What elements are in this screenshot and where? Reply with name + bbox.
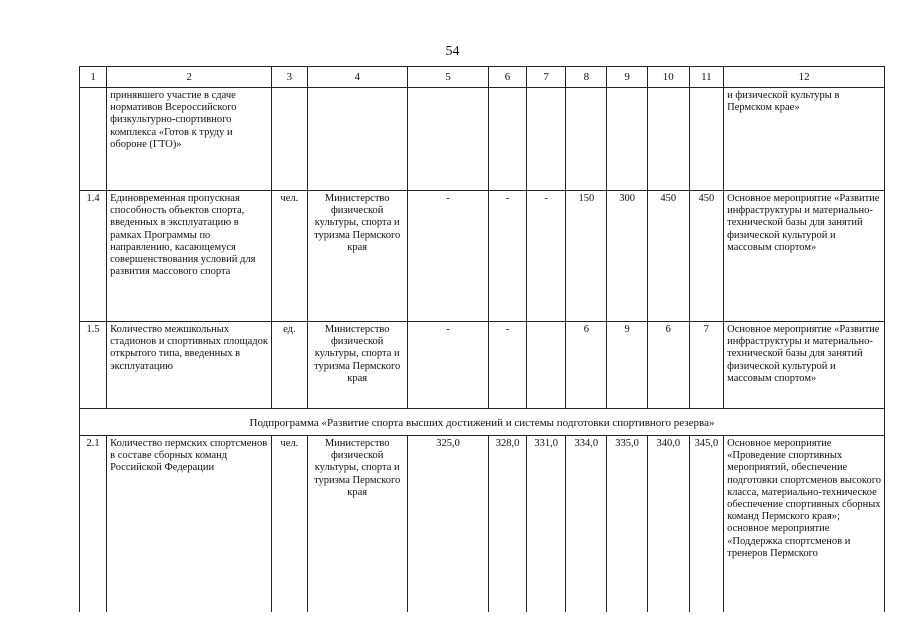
activity-cell: Основное мероприятие «Проведение спортивных мероприятий, обеспечение подготовки спортсменов высокого класса, материально-техническое обеспечение спортивных сборных команд Пермского края»; основное мероприятие «Поддержка спортсменов и тренеров Пермского xyxy=(724,436,885,613)
indicators-table xyxy=(79,66,885,612)
value-cell xyxy=(526,88,566,191)
table-row xyxy=(80,436,885,613)
responsible-cell: Министерство физической культуры, спорта и туризма Пермского края xyxy=(307,322,407,409)
value-cell: 328,0 xyxy=(489,436,527,613)
row-number-cell: 1.5 xyxy=(80,322,107,409)
value-cell: 450 xyxy=(689,191,723,322)
table-row xyxy=(80,88,885,191)
header-cell: 9 xyxy=(607,67,648,88)
responsible-cell: Министерство физической культуры, спорта и туризма Пермского края xyxy=(307,436,407,613)
header-cell: 3 xyxy=(272,67,307,88)
header-cell: 8 xyxy=(566,67,607,88)
indicator-name-cell: Количество межшкольных стадионов и спортивных площадок открытого типа, введенных в эксплуатацию xyxy=(107,322,272,409)
row-number-cell: 1.4 xyxy=(80,191,107,322)
subprogram-row xyxy=(80,409,885,436)
row-number-cell xyxy=(80,88,107,191)
value-cell xyxy=(489,88,527,191)
value-cell xyxy=(689,88,723,191)
value-cell: 345,0 xyxy=(689,436,723,613)
value-cell: - xyxy=(407,191,488,322)
value-cell: 334,0 xyxy=(566,436,607,613)
responsible-cell: Министерство физической культуры, спорта и туризма Пермского края xyxy=(307,191,407,322)
header-cell: 1 xyxy=(80,67,107,88)
header-cell: 5 xyxy=(407,67,488,88)
header-cell: 10 xyxy=(647,67,689,88)
indicator-name-cell: Количество пермских спортсменов в составе сборных команд Российской Федерации xyxy=(107,436,272,613)
value-cell: 325,0 xyxy=(407,436,488,613)
value-cell: 335,0 xyxy=(607,436,648,613)
value-cell: 9 xyxy=(607,322,648,409)
column-numbers-row xyxy=(80,67,885,88)
header-cell: 2 xyxy=(107,67,272,88)
value-cell: 150 xyxy=(566,191,607,322)
page-number: 54 xyxy=(445,44,460,59)
activity-cell: и физической культуры в Пермском крае» xyxy=(724,88,885,191)
table-row xyxy=(80,191,885,322)
value-cell: 450 xyxy=(647,191,689,322)
value-cell xyxy=(647,88,689,191)
value-cell: - xyxy=(489,191,527,322)
value-cell: 340,0 xyxy=(647,436,689,613)
value-cell xyxy=(607,88,648,191)
value-cell: 6 xyxy=(647,322,689,409)
value-cell: - xyxy=(407,322,488,409)
unit-cell: чел. xyxy=(272,191,307,322)
value-cell: - xyxy=(489,322,527,409)
subprogram-heading: Подпрограмма «Развитие спорта высших достижений и системы подготовки спортивного резерва» xyxy=(80,409,885,436)
unit-cell: чел. xyxy=(272,436,307,613)
indicator-name-cell: Единовременная пропускная способность объектов спорта, введенных в эксплуатацию в рамках Программы по направлению, касающемуся совершенствования условий для развития массового спорта xyxy=(107,191,272,322)
header-cell: 7 xyxy=(526,67,566,88)
value-cell: 6 xyxy=(566,322,607,409)
row-number-cell: 2.1 xyxy=(80,436,107,613)
unit-cell xyxy=(272,88,307,191)
value-cell: - xyxy=(526,191,566,322)
unit-cell: ед. xyxy=(272,322,307,409)
activity-cell: Основное мероприятие «Развитие инфраструктуры и материально-технической базы для занятий физической культурой и массовым спортом» xyxy=(724,322,885,409)
value-cell xyxy=(566,88,607,191)
value-cell xyxy=(526,322,566,409)
responsible-cell xyxy=(307,88,407,191)
activity-cell: Основное мероприятие «Развитие инфраструктуры и материально-технической базы для занятий физической культурой и массовым спортом» xyxy=(724,191,885,322)
value-cell: 7 xyxy=(689,322,723,409)
value-cell xyxy=(407,88,488,191)
table-row xyxy=(80,322,885,409)
header-cell: 12 xyxy=(724,67,885,88)
indicator-name-cell: принявшего участие в сдаче нормативов Всероссийского физкультурно-спортивного комплекса «Готов к труду и обороне (ГТО)» xyxy=(107,88,272,191)
header-cell: 6 xyxy=(489,67,527,88)
value-cell: 300 xyxy=(607,191,648,322)
value-cell: 331,0 xyxy=(526,436,566,613)
header-cell: 4 xyxy=(307,67,407,88)
header-cell: 11 xyxy=(689,67,723,88)
